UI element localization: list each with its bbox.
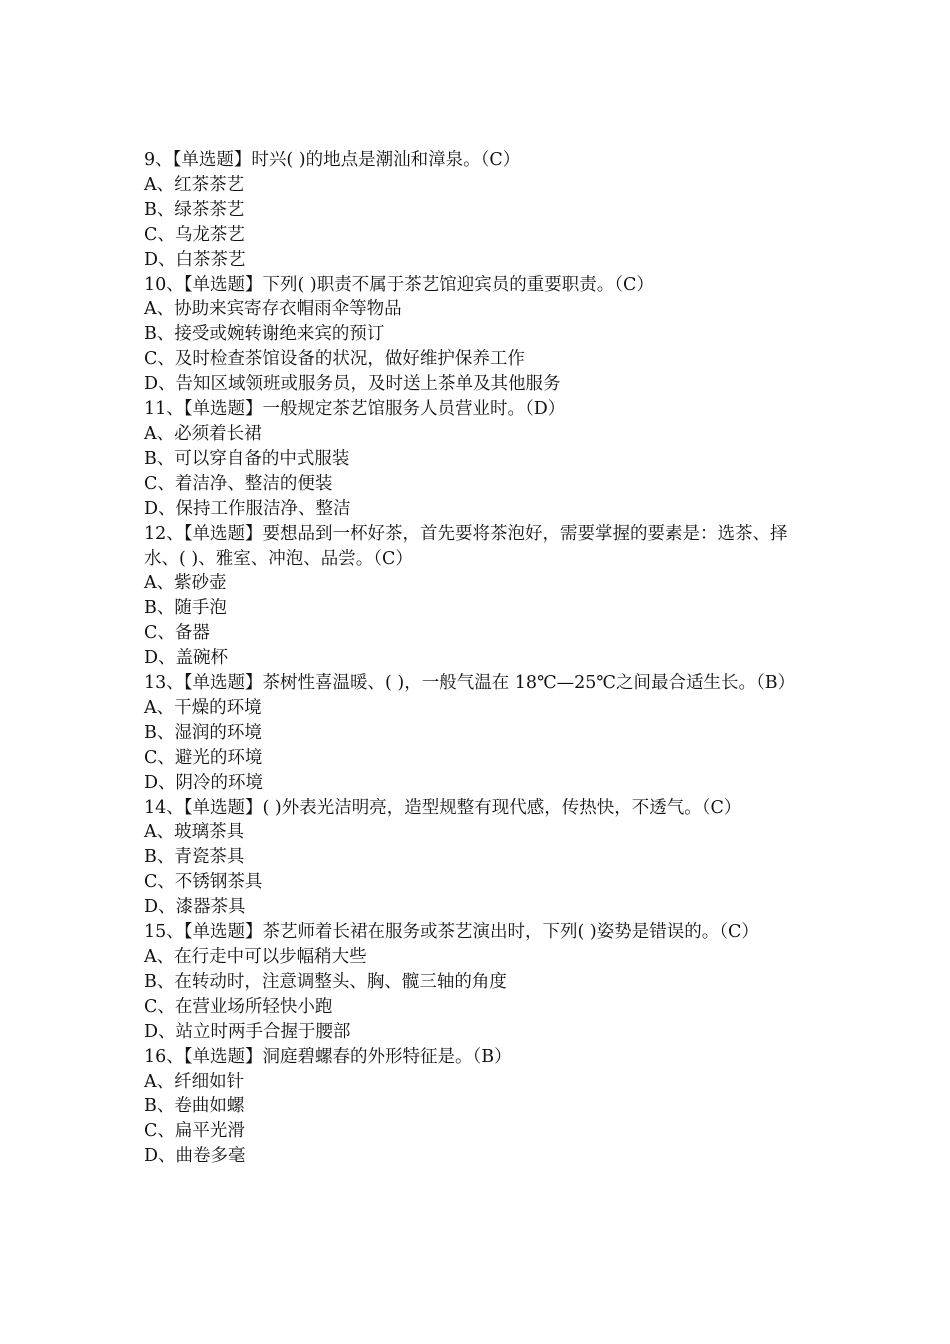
option-b: B、随手泡 xyxy=(144,598,227,619)
option-d: D、保持工作服洁净、整洁 xyxy=(144,498,351,519)
option-b: B、在转动时，注意调整头、胸、髋三轴的角度 xyxy=(144,971,507,992)
option-d: D、曲卷多毫 xyxy=(144,1146,246,1167)
question-stem: 11、【单选题】一般规定茶艺馆服务人员营业时。（D） xyxy=(144,399,566,420)
option-b: B、可以穿自备的中式服装 xyxy=(144,448,350,469)
option-c: C、避光的环境 xyxy=(144,747,263,768)
option-a: A、纤细如针 xyxy=(144,1071,245,1092)
question-list xyxy=(144,148,809,1169)
option-b: B、绿茶茶艺 xyxy=(144,199,245,220)
option-a: A、在行走中可以步幅稍大些 xyxy=(144,947,367,967)
question-stem: 9、【单选题】时兴( )的地点是潮汕和漳泉。（C） xyxy=(144,150,521,170)
option-d: D、站立时两手合握于腰部 xyxy=(144,1021,351,1042)
option-d: D、盖碗杯 xyxy=(144,648,229,669)
option-d: D、漆器茶具 xyxy=(144,897,246,918)
option-c: C、备器 xyxy=(144,623,210,644)
question-stem: 14、【单选题】( )外表光洁明亮，造型规整有现代感，传热快，不透气。（C） xyxy=(144,797,742,818)
question-stem: 10、【单选题】下列( )职责不属于茶艺馆迎宾员的重要职责。（C） xyxy=(144,274,654,295)
question-stem: 16、【单选题】洞庭碧螺春的外形特征是。（B） xyxy=(144,1046,512,1067)
option-a: A、干燥的环境 xyxy=(144,697,262,718)
question-stem: 12、【单选题】要想品到一杯好茶，首先要将茶泡好，需要掌握的要素是：选茶、择水、( )、雅室、冲泡、品尝。（C） xyxy=(144,523,788,569)
question-12 xyxy=(144,522,809,671)
question-10 xyxy=(144,273,809,398)
option-d: D、白茶茶艺 xyxy=(144,249,246,270)
question-14 xyxy=(144,796,809,921)
option-a: A、玻璃茶具 xyxy=(144,822,245,843)
question-stem: 15、【单选题】茶艺师着长裙在服务或茶艺演出时，下列( )姿势是错误的。（C） xyxy=(144,922,759,943)
option-a: A、必须着长裙 xyxy=(144,423,262,444)
option-a: A、协助来宾寄存衣帽雨伞等物品 xyxy=(144,299,402,320)
option-b: B、青瓷茶具 xyxy=(144,847,245,868)
option-c: C、及时检查茶馆设备的状况，做好维护保养工作 xyxy=(144,349,525,370)
option-a: A、红茶茶艺 xyxy=(144,174,245,195)
question-11 xyxy=(144,397,809,522)
option-d: D、告知区域领班或服务员，及时送上茶单及其他服务 xyxy=(144,374,561,395)
question-13 xyxy=(144,671,809,796)
option-a: A、紫砂壶 xyxy=(144,573,227,594)
option-c: C、扁平光滑 xyxy=(144,1121,245,1142)
option-d: D、阴冷的环境 xyxy=(144,772,264,793)
question-9 xyxy=(144,148,809,273)
question-stem: 13、【单选题】茶树性喜温暖、( )，一般气温在 18℃—25℃之间最合适生长。（B） xyxy=(144,673,796,694)
question-16 xyxy=(144,1045,809,1170)
option-c: C、不锈钢茶具 xyxy=(144,872,263,893)
question-15 xyxy=(144,920,809,1045)
option-c: C、乌龙茶艺 xyxy=(144,224,245,245)
option-c: C、在营业场所轻快小跑 xyxy=(144,996,333,1017)
option-b: B、接受或婉转谢绝来宾的预订 xyxy=(144,324,385,345)
option-c: C、着洁净、整洁的便装 xyxy=(144,473,333,494)
option-b: B、湿润的环境 xyxy=(144,722,262,743)
option-b: B、卷曲如螺 xyxy=(144,1096,245,1117)
